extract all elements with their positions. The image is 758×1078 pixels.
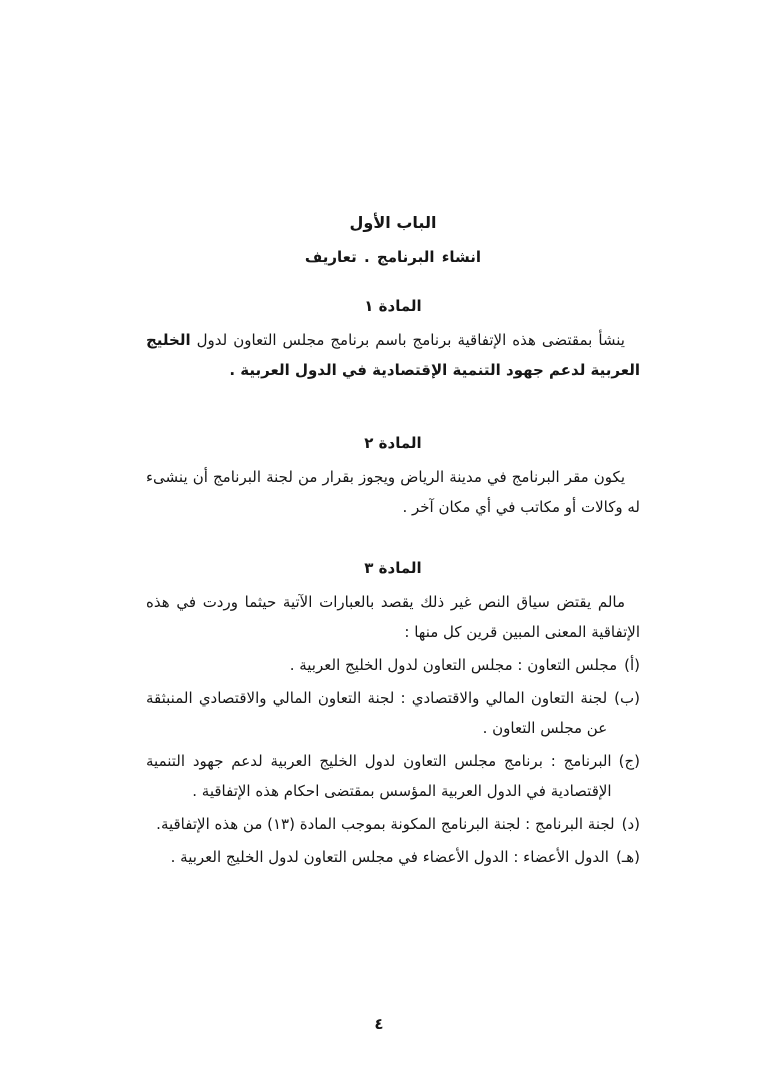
article-3-body: مالم يقتض سياق النص غير ذلك يقصد بالعبارات الآتية حيثما وردت في هذه الإتفاقية المعنى المبين قرين كل منها : [146,593,640,641]
article-1 [146,296,640,385]
article-3 [146,558,640,872]
chapter-subtitle: انشاء البرنامج . تعاريف [304,248,482,266]
article-2 [146,433,640,522]
definition-item-c [146,746,640,806]
article-2-heading: المادة ٢ [364,434,422,452]
definition-text: البرنامج : برنامج مجلس التعاون لدول الخليج العربية لدعم جهود التنمية الإقتصادية في الدول العربية المؤسس بمقتضى احكام هذه الإتفاقية . [146,752,612,800]
chapter-title: الباب الأول [349,213,437,232]
definition-text: الدول الأعضاء : الدول الأعضاء في مجلس التعاون لدول الخليج العربية . [170,848,609,866]
article-1-body [146,325,640,385]
article-2-body: يكون مقر البرنامج في مدينة الرياض ويجوز بقرار من لجنة البرنامج أن ينشىء له وكالات أو مكاتب في أي مكان آخر . [146,468,640,516]
definition-item-b [146,683,640,743]
definition-text: لجنة البرنامج : لجنة البرنامج المكونة بموجب المادة (١٣) من هذه الإتفاقية. [156,815,615,833]
definition-item-h [146,842,640,872]
definition-text: مجلس التعاون : مجلس التعاون لدول الخليج العربية . [289,656,618,674]
page-number: ٤ [374,1015,384,1033]
definitions-list [146,650,640,872]
page-content [146,0,640,872]
article-1-body-bold-text: الخليج العربية لدعم جهود التنمية الإقتصادية في الدول العربية . [146,331,640,379]
article-3-heading: المادة ٣ [364,559,422,577]
definition-marker: (ج) [618,752,640,770]
definition-item-d [146,809,640,839]
definition-marker: (د) [621,815,640,833]
definition-marker: (أ) [624,656,640,674]
article-1-heading: المادة ١ [364,297,422,315]
definition-text: لجنة التعاون المالي والاقتصادي : لجنة التعاون المالي والاقتصادي المنبثقة عن مجلس التعاون . [146,689,608,737]
article-1-body-text: ينشأ بمقتضى هذه الإتفاقية برنامج باسم برنامج مجلس التعاون لدول [196,331,625,349]
definition-marker: (هـ) [615,848,640,866]
definition-marker: (ب) [614,689,640,707]
definition-item-a [146,650,640,680]
